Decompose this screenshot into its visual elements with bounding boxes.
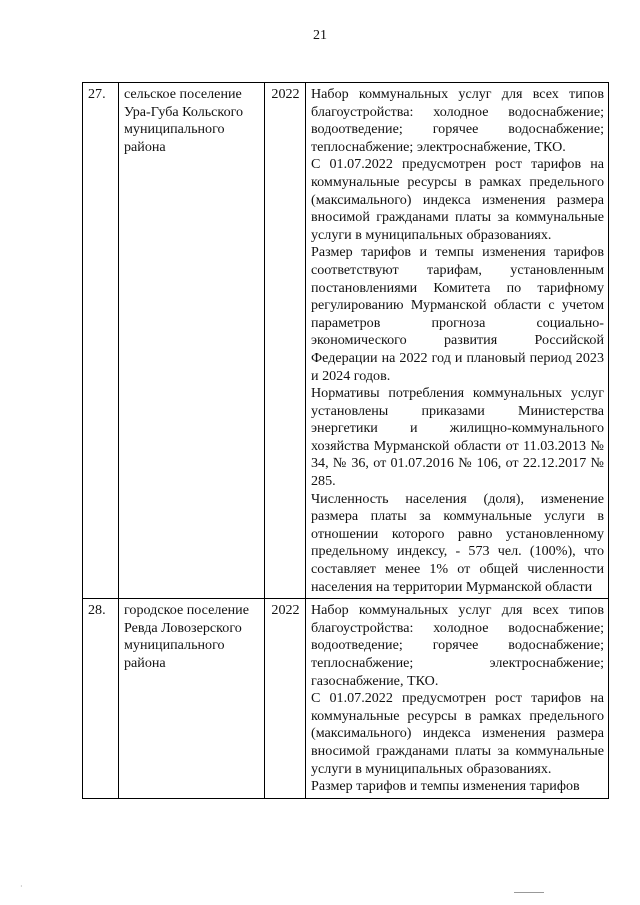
scan-artifact-line	[514, 892, 544, 893]
description-paragraph: Размер тарифов и темпы изменения тарифов соответствуют тарифам, установленным постановлениями Комитета по тарифному регулированию Мурманской области с учетом параметров прогноза социально-экономического развития Российской Федерации на 2022 год и плановый период 2023 и 2024 годов.	[311, 244, 604, 384]
description-paragraph: Численность населения (доля), изменение размера платы за коммунальные услуги в отношении которого равно установленному предельному индексу, - 573 чел. (100%), что составляет менее 1% от общей численности населения на территории Мурманской области	[311, 490, 604, 595]
municipality-name: городское поселение Ревда Ловозерского муниципального района	[119, 599, 265, 799]
table-row	[83, 599, 609, 799]
municipality-name: сельское поселение Ура-Губа Кольского муниципального района	[119, 83, 265, 599]
description-cell	[306, 599, 609, 799]
description-cell	[306, 83, 609, 599]
description-paragraph: Набор коммунальных услуг для всех типов благоустройства: холодное водоснабжение; водоотведение; горячее водоснабжение; теплоснабжение; электроснабжение, ТКО.	[311, 86, 604, 155]
description-paragraph: Нормативы потребления коммунальных услуг установлены приказами Министерства энергетики и жилищно-коммунального хозяйства Мурманской области от 11.03.2013 № 34, № 36, от 01.07.2016 № 106, от 22.12.2017 № 285.	[311, 385, 604, 490]
description-paragraph: С 01.07.2022 предусмотрен рост тарифов на коммунальные ресурсы в рамках предельного (максимального) индекса изменения размера вносимой гражданами платы за коммунальные услуги в муниципальных образованиях.	[311, 156, 604, 243]
year-cell: 2022	[265, 83, 306, 599]
description-paragraph: С 01.07.2022 предусмотрен рост тарифов на коммунальные ресурсы в рамках предельного (максимального) индекса изменения размера вносимой гражданами платы за коммунальные услуги в муниципальных образованиях.	[311, 690, 604, 777]
year-cell: 2022	[265, 599, 306, 799]
scan-artifact: ·	[20, 882, 23, 891]
page-number: 21	[313, 28, 327, 43]
description-paragraph: Набор коммунальных услуг для всех типов благоустройства: холодное водоснабжение; водоотведение; горячее водоснабжение; теплоснабжение; электроснабжение; газоснабжение, ТКО.	[311, 602, 604, 689]
tariff-table	[82, 82, 609, 799]
table-row	[83, 83, 609, 599]
description-paragraph: Размер тарифов и темпы изменения тарифов	[311, 778, 580, 795]
row-number: 28.	[83, 599, 119, 799]
row-number: 27.	[83, 83, 119, 599]
